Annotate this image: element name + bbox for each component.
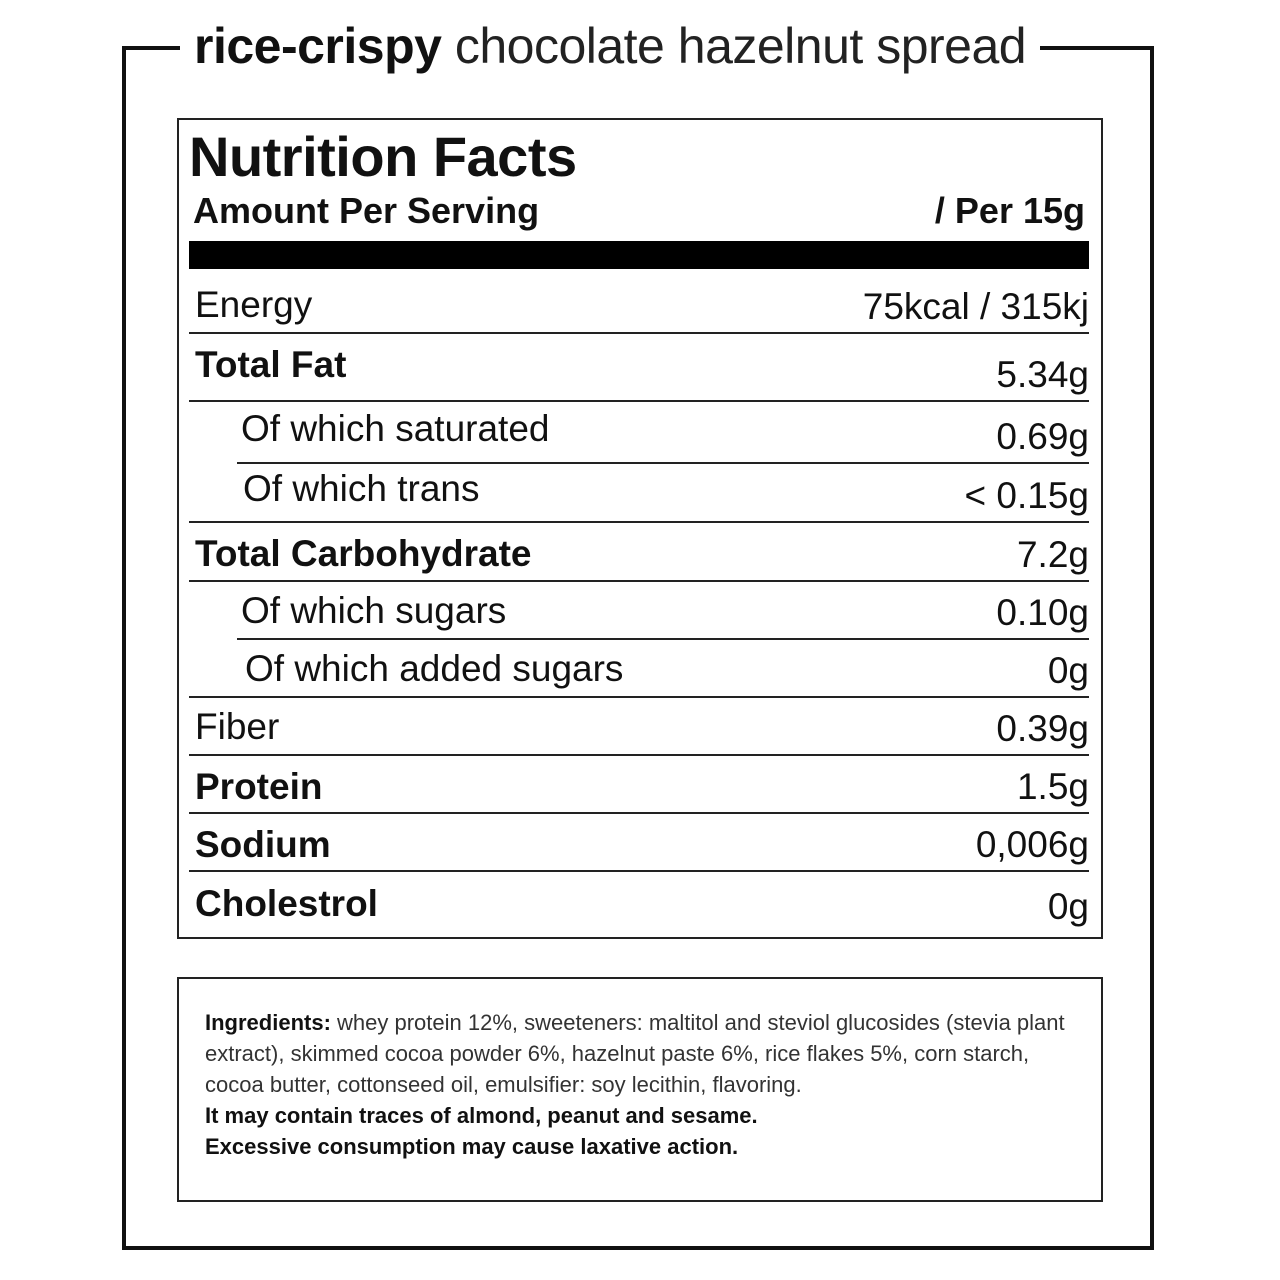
- nutrition-facts-panel: [177, 118, 1103, 939]
- nutrient-value: 7.2g: [1016, 534, 1089, 575]
- nutrient-label: Sodium: [195, 824, 331, 865]
- nutrient-label: Of which sugars: [241, 590, 507, 631]
- nutrient-row-trans: [189, 464, 1089, 523]
- ingredients-paragraph: [205, 1007, 1075, 1100]
- nutrient-row-protein: [189, 756, 1089, 814]
- nutrient-value: 75kcal / 315kj: [862, 286, 1089, 327]
- nutrition-facts-title: Nutrition Facts: [189, 125, 577, 188]
- product-title: [180, 14, 1040, 78]
- brand-name: rice-crispy: [194, 18, 442, 74]
- serving-size-label: / Per 15g: [934, 190, 1085, 231]
- nutrient-label: Protein: [195, 766, 323, 807]
- nutrient-row-total-fat: [189, 334, 1089, 402]
- nutrient-value: 0,006g: [975, 824, 1089, 865]
- amount-per-serving-label: Amount Per Serving: [193, 190, 540, 231]
- nutrient-value: < 0.15g: [964, 475, 1089, 516]
- nutrient-row-energy: [189, 272, 1089, 334]
- nutrient-label: Of which added sugars: [245, 648, 624, 689]
- nutrient-row-fiber: [189, 698, 1089, 756]
- ingredients-panel: [177, 977, 1103, 1202]
- thick-divider: [189, 241, 1089, 269]
- product-name: chocolate hazelnut spread: [441, 18, 1027, 74]
- ingredients-list: whey protein 12%, sweeteners: maltitol and steviol glucosides (stevia plant extract), skimmed cocoa powder 6%, hazelnut paste 6%, rice flakes 5%, corn starch, cocoa butter, cottonseed oil, emulsifier: soy lecithin, flavoring.: [205, 1010, 1065, 1097]
- nutrient-label: Total Carbohydrate: [195, 533, 532, 574]
- nutrient-value: 0.69g: [996, 416, 1089, 457]
- nutrient-label: Fiber: [195, 706, 280, 747]
- nutrient-row-saturated: [237, 402, 1089, 464]
- nutrient-row-added-sugars: [189, 640, 1089, 698]
- ingredients-label: Ingredients:: [205, 1010, 331, 1035]
- nutrient-value: 5.34g: [996, 354, 1089, 395]
- nutrient-value: 0.10g: [996, 592, 1089, 633]
- allergen-warning: It may contain traces of almond, peanut and sesame.: [205, 1103, 758, 1128]
- nutrient-label: Energy: [195, 284, 313, 325]
- nutrient-value: 0g: [1047, 886, 1089, 927]
- nutrient-label: Of which saturated: [241, 408, 550, 449]
- nutrient-row-cholesterol: [189, 872, 1089, 932]
- nutrient-row-sodium: [189, 814, 1089, 872]
- nutrient-label: Total Fat: [195, 344, 347, 385]
- laxative-warning: Excessive consumption may cause laxative action.: [205, 1134, 739, 1159]
- nutrient-label: Of which trans: [243, 468, 480, 509]
- nutrient-value: 1.5g: [1016, 766, 1089, 807]
- nutrient-row-sugars: [237, 582, 1089, 640]
- nutrient-value: 0g: [1047, 650, 1089, 691]
- nutrient-row-total-carbohydrate: [189, 523, 1089, 582]
- nutrient-value: 0.39g: [996, 708, 1089, 749]
- nutrient-label: Cholestrol: [195, 883, 378, 924]
